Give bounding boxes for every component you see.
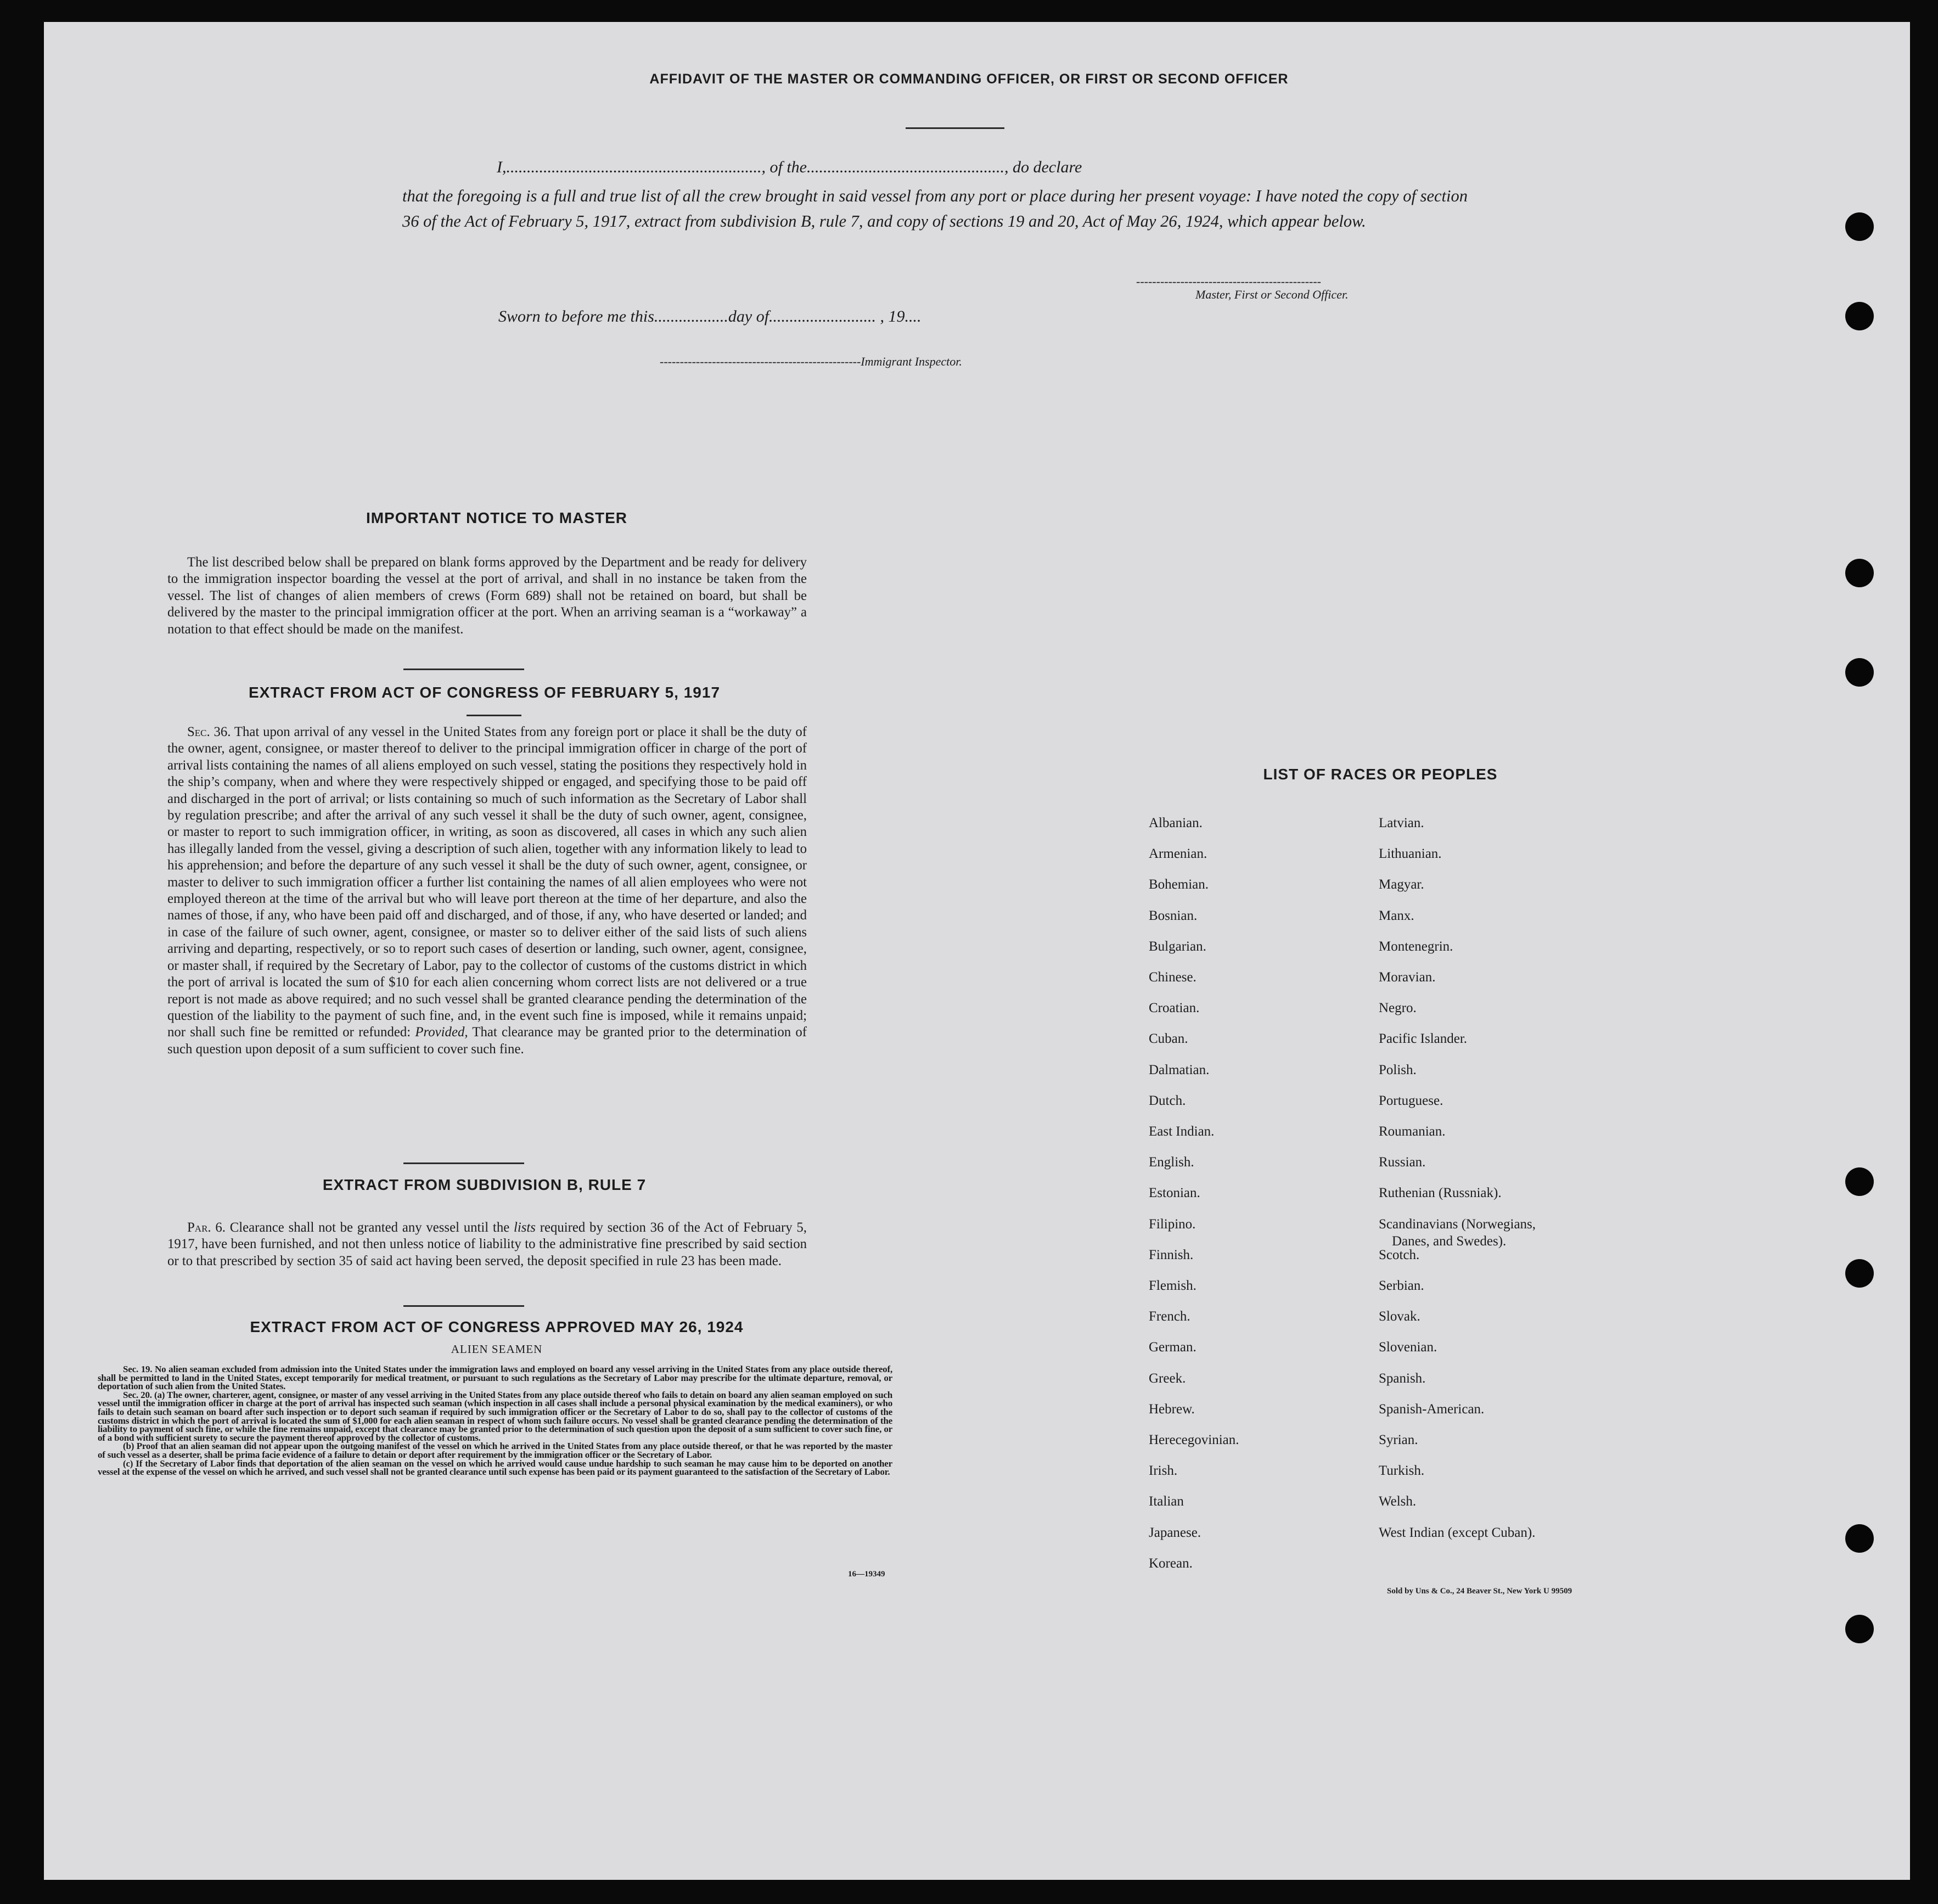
race-item: Korean.: [1149, 1555, 1193, 1571]
rule-7-title: EXTRACT FROM SUBDIVISION B, RULE 7: [322, 1176, 647, 1193]
race-item: Scandinavians (Norwegians,: [1379, 1216, 1536, 1232]
race-item: Spanish-American.: [1379, 1401, 1485, 1417]
paragraph-label: Par. 6.: [187, 1220, 226, 1235]
punch-hole-1: [1845, 212, 1874, 241]
rule-7-text: [167, 1220, 807, 1270]
notice-paragraph: The list described below shall be prepared on blank forms approved by the Department and be ready for delivery to the immigration inspector boarding the vessel at the port of arrival, and shall in no instance be taken from the vessel. The list of changes of alien members of crews (Form 689) shall not be retained on board, but shall be delivered by the master to the principal immigration officer at the port. When an arriving seaman is a “workaway” a notation to that effect should be made on the manifest.: [167, 555, 807, 637]
master-signature-label: Master, First or Second Officer.: [1195, 288, 1349, 301]
rule-7-text-b: required by section 36 of the Act of February 5, 1917, have been furnished, and not then unless notice of liability to the administrative fine prescribed by said section or to that prescribed by section 35 of said act having been served, the deposit specified in rule 23 has been made.: [167, 1220, 807, 1268]
affidavit-title: AFFIDAVIT OF THE MASTER OR COMMANDING OFFICER, OR FIRST OR SECOND OFFICER: [649, 71, 1289, 87]
immigrant-inspector-line: --------------------------------------------------Immigrant Inspector.: [660, 355, 962, 368]
alien-seamen-subtitle: ALIEN SEAMEN: [451, 1343, 543, 1356]
notice-text: [167, 554, 807, 638]
race-item: German.: [1149, 1340, 1196, 1355]
race-item: Croatian.: [1149, 1001, 1200, 1016]
race-item: Syrian.: [1379, 1433, 1418, 1447]
sworn-line: Sworn to before me this..................day of.......................... , 19....: [498, 307, 922, 325]
section-label: Sec. 36.: [187, 724, 231, 739]
section-20c-text: (c) If the Secretary of Labor finds that deportation of the alien seaman on the vessel on which he arrived would cause undue hardship to such seaman he may cause him to be deported on another vessel at the expense of the vessel on which he arrived, and such vessel shall not be granted clearance until such expense has been paid or its payment guaranteed to the satisfaction of the Secretary of Labor.: [98, 1458, 892, 1478]
race-item: Bulgarian.: [1149, 939, 1206, 954]
section-36-text: That upon arrival of any vessel in the United States from any foreign port or place it shall be the duty of the owner, agent, consignee, or master thereof to deliver to the principal immigration officer in charge of the port of arrival lists containing the names of all aliens employed on such vessel, stating the positions they respectively hold in the ship’s company, when and where they were respectively shipped or engaged, and specifying those to be paid off and discharged in the port of arrival; or lists containing so much of such information as the Secretary of Labor shall by regulation prescribe; and after the arrival of any such vessel it shall be the duty of such owner, agent, consignee, or master to report to such immigration officer, in writing, as soon as discovered, all cases in which any such alien has illegally landed from the vessel, giving a description of such alien, together with any information likely to lead to his apprehension; and before the departure of any such vessel it shall be the duty of such owner, agent, consignee, or master to deliver to such immigration officer a further list containing the names of all alien employees who were not employed thereon at the time of the arrival but who will leave port thereon at the time of her departure, and also the names of those, if any, who have been paid off and discharged, and of those, if any, who have deserted or landed; and in case of the failure of such owner, agent, consignee, or master so to deliver either of the said lists of such aliens arriving and departing, respectively, or so to report such cases of desertion or landing, such owner, agent, consignee, or master shall, if required by the Secretary of Labor, pay to the collector of customs of the customs district in which the port of arrival is located the sum of $10 for each alien concerning whom correct lists are not delivered or a true report is not made as above required; and no such vessel shall be granted clearance pending the determination of the question of the liability to the payment of such fine, and, in the event such fine is imposed, while it remains unpaid; nor shall such fine be remitted or refunded:: [167, 724, 807, 1040]
race-item: Estonian.: [1149, 1186, 1200, 1201]
affidavit-body: that the foregoing is a full and true list of all the crew brought in said vessel from any port or place during her present voyage: I have noted the copy of section 36 of the Act of February 5, 1917, extract from subdivision B, rule 7, and copy of sections 19 and 20, Act of May 26, 1924, which appear below.: [402, 187, 1468, 231]
race-item: Polish.: [1379, 1062, 1417, 1077]
master-signature-line: ----------------------------------------------: [1136, 274, 1322, 288]
race-item: Dalmatian.: [1149, 1062, 1210, 1077]
race-item: French.: [1149, 1309, 1190, 1324]
divider-2: [403, 1162, 524, 1164]
race-item: Negro.: [1379, 1001, 1417, 1016]
section-36-text-end: That clearance may be granted prior to the determination of such question upon deposit of a sum sufficient to cover such fine.: [167, 1025, 807, 1057]
race-item: Turkish.: [1379, 1463, 1425, 1479]
punch-hole-6: [1845, 1259, 1874, 1288]
rule-7-text-a: Clearance shall not be granted any vessel until the: [229, 1220, 510, 1235]
race-item: Slovak.: [1379, 1309, 1420, 1324]
race-item: Serbian.: [1379, 1278, 1424, 1293]
race-item: Russian.: [1379, 1155, 1426, 1170]
section-19-text: Sec. 19. No alien seaman excluded from admission into the United States under the immigration laws and employed on board any vessel arriving in the United States from any place outside thereof, shall be permitted to land in the United States, except temporarily for medical treatment, or pursuant to such regulations as the Secretary of Labor may prescribe for the ultimate departure, removal, or deportation of such alien from the United States.: [98, 1364, 892, 1392]
race-item: Slovenian.: [1379, 1340, 1437, 1355]
punch-hole-2: [1845, 302, 1874, 330]
race-item: West Indian (except Cuban).: [1379, 1525, 1536, 1540]
race-item: Chinese.: [1149, 970, 1196, 985]
race-item: Armenian.: [1149, 846, 1207, 862]
race-item: Italian: [1149, 1494, 1184, 1509]
extract-1917-title-rule: [467, 715, 521, 716]
extract-1917-title: EXTRACT FROM ACT OF CONGRESS OF FEBRUARY 5, 1917: [248, 684, 721, 701]
extract-1924-text: [98, 1365, 892, 1476]
race-item: Portuguese.: [1379, 1093, 1443, 1108]
race-item: Hebrew.: [1149, 1401, 1195, 1417]
section-20b-text: (b) Proof that an alien seaman did not appear upon the outgoing manifest of the vessel on which he arrived in the United States from any place outside thereof, or that he was reported by the master of such vessel as a deserter, shall be prima facie evidence of a failure to detain or deport after requirement by the immigration officer or the Secretary of Labor.: [98, 1441, 892, 1460]
race-item: English.: [1149, 1155, 1194, 1170]
race-item: Filipino.: [1149, 1216, 1196, 1232]
punch-hole-3: [1845, 559, 1874, 587]
race-item: Finnish.: [1149, 1247, 1194, 1262]
affidavit-declaration-line: I,.............................................................., of the................................................, do declare: [497, 158, 1082, 176]
race-item: Scotch.: [1379, 1247, 1420, 1262]
race-item: Albanian.: [1149, 816, 1203, 830]
form-number: 16—19349: [848, 1570, 885, 1579]
race-item: East Indian.: [1149, 1124, 1215, 1139]
race-item: Pacific Islander.: [1379, 1031, 1468, 1047]
punch-hole-8: [1845, 1615, 1874, 1643]
race-item: Irish.: [1149, 1463, 1178, 1479]
race-item: Welsh.: [1379, 1494, 1417, 1509]
race-item: Ruthenian (Russniak).: [1379, 1186, 1502, 1201]
race-item: Spanish.: [1379, 1371, 1426, 1386]
race-item: Danes, and Swedes).: [1392, 1233, 1507, 1249]
race-item: Japanese.: [1149, 1525, 1201, 1540]
punch-hole-7: [1845, 1524, 1874, 1553]
divider-3: [403, 1305, 524, 1307]
section-20a-text: Sec. 20. (a) The owner, charterer, agent, consignee, or master of any vessel arriving in the United States from any place outside thereof who fails to detain on board any alien seaman employed on such vessel until the immigration officer in charge at the port of arrival has inspected such seaman (which inspection in all cases shall include a personal physical examination by the medical examiners), or who fails to detain such seaman on board after such inspection or to deport such seaman if required by such immigration officer or the Secretary of Labor to do so, shall pay to the collector of customs of the customs district in which the port of arrival is located the sum of $1,000 for each alien seaman in respect of whom such failure occurs. No vessel shall be granted clearance pending the determination of the liability to payment of such fine, or while the fine remains unpaid, except that clearance may be granted prior to the determination of such question upon the deposit of a sum sufficient to cover such fine, or of a bond with sufficient surety to secure the payment thereof approved by the collector of customs.: [98, 1389, 892, 1443]
race-item: Dutch.: [1149, 1093, 1186, 1108]
punch-hole-4: [1845, 658, 1874, 687]
race-item: Roumanian.: [1379, 1124, 1446, 1139]
extract-1924-title: EXTRACT FROM ACT OF CONGRESS APPROVED MAY 26, 1924: [250, 1318, 744, 1335]
race-item: Magyar.: [1379, 877, 1424, 892]
race-item: Moravian.: [1379, 970, 1436, 985]
lists-word: lists: [513, 1220, 536, 1235]
race-item: Herecegovinian.: [1149, 1433, 1239, 1447]
race-item: Bosnian.: [1149, 908, 1198, 923]
notice-title: IMPORTANT NOTICE TO MASTER: [366, 509, 628, 526]
race-item: Greek.: [1149, 1371, 1186, 1386]
printer-imprint: Sold by Uns & Co., 24 Beaver St., New York U 99509: [1387, 1587, 1572, 1596]
race-item: Bohemian.: [1149, 877, 1209, 892]
affidavit-title-rule: [906, 127, 1004, 129]
races-title: LIST OF RACES OR PEOPLES: [1263, 766, 1498, 783]
race-item: Manx.: [1379, 908, 1414, 923]
race-item: Cuban.: [1149, 1031, 1188, 1047]
provided-word: Provided,: [415, 1025, 468, 1040]
race-item: Montenegrin.: [1379, 939, 1453, 954]
race-item: Lithuanian.: [1379, 846, 1442, 862]
punch-hole-5: [1845, 1167, 1874, 1196]
extract-1917-text: [167, 724, 807, 1058]
divider-1: [403, 669, 524, 670]
race-item: Latvian.: [1379, 816, 1424, 830]
race-item: Flemish.: [1149, 1278, 1196, 1293]
